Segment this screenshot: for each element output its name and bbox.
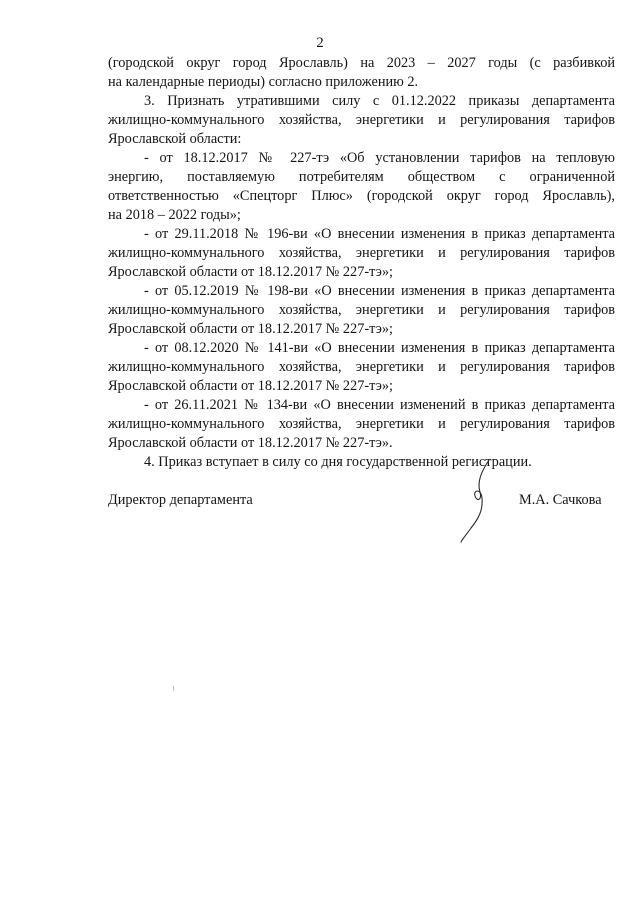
signature-block [0,456,640,546]
order-item-5: - от 26.11.2021 № 134-ви «О внесении изменений в приказ департамента [144,397,615,413]
text-line: Ярославской области от 18.12.2017 № 227-тэ»; [108,378,393,394]
order-body [108,54,615,472]
item4: 4. Приказ вступает в силу со дня государственной регистрации. [144,454,532,470]
text-line: жилищно-коммунального хозяйства, энергетики и регулирования тарифов [108,302,615,318]
text-line: Ярославской области от 18.12.2017 № 227-тэ»; [108,264,393,280]
text-line: на календарные периоды) согласно приложению 2. [108,74,419,90]
order-item-2: - от 29.11.2018 № 196-ви «О внесении изменения в приказ департамента [144,226,615,242]
text-line: Ярославской области: [108,131,242,147]
text-line: энергию, поставляемую потребителям обществом с ограниченной [108,169,615,185]
order-item-3: - от 05.12.2019 № 198-ви «О внесении изменения в приказ департамента [144,283,615,299]
text-line: жилищно-коммунального хозяйства, энергетики и регулирования тарифов [108,359,615,375]
order-item-1: - от 18.12.2017 № 227-тэ «Об установлении тарифов на тепловую [144,150,615,166]
order-item-4: - от 08.12.2020 № 141-ви «О внесении изменения в приказ департамента [144,340,615,356]
signer-title: Директор департамента [108,492,253,508]
signer-name: М.А. Сачкова [519,492,602,508]
text-line: Ярославской области от 18.12.2017 № 227-тэ». [108,435,393,451]
text-line: (городской округ город Ярославль) на 2023 – 2027 годы (с разбивкой [108,55,615,71]
text-line: Ярославской области от 18.12.2017 № 227-тэ»; [108,321,393,337]
text-line: жилищно-коммунального хозяйства, энергетики и регулирования тарифов [108,416,615,432]
text-line: ответственностью «Спецторг Плюс» (городской округ город Ярославль), [108,188,615,204]
handwritten-signature [455,456,505,544]
scan-speck [173,686,174,691]
text-line: жилищно-коммунального хозяйства, энергетики и регулирования тарифов [108,112,615,128]
text-line: жилищно-коммунального хозяйства, энергетики и регулирования тарифов [108,245,615,261]
text-line: на 2018 – 2022 годы»; [108,207,241,223]
page-number: 2 [316,35,324,51]
item3-heading: 3. Признать утратившими силу с 01.12.2022 приказы департамента [144,93,615,109]
